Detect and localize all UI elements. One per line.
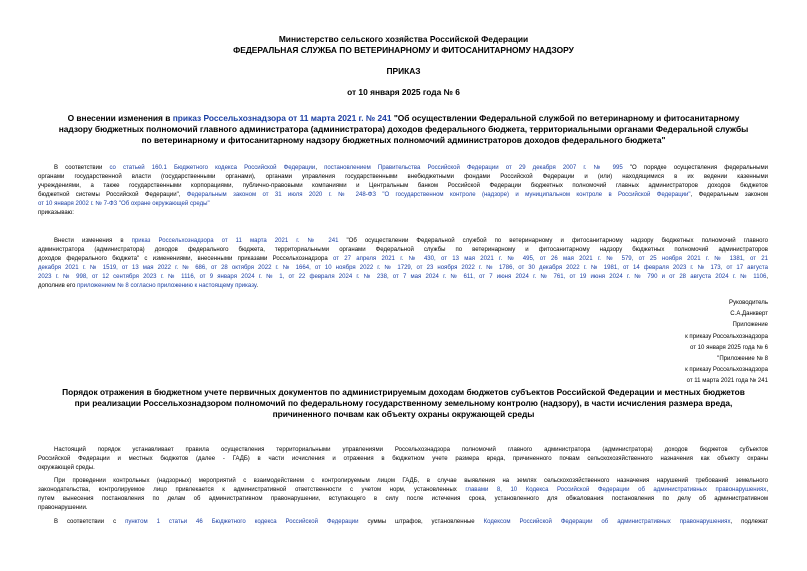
title-order-link[interactable]: приказ Россельхознадзора от 11 марта 2021 г. № 241 [172, 113, 392, 123]
order-title-line-3: по ветеринарному и фитосанитарному надзору бюджетных полномочий администраторов доходов федерального бюджета" [141, 135, 666, 145]
procedure-title-line-3: причиненного почвам как объекту охраны окружающей среды [272, 409, 535, 419]
amended-order-link[interactable]: приказ Россельхознадзора от 11 марта 2021 г. № 241 [131, 238, 339, 244]
budget-code-article-link[interactable]: со статьей 160.1 Бюджетного кодекса Российской Федерации [109, 165, 316, 171]
signature-name: С.А.Данкверт [730, 311, 768, 317]
procedure-title-line-2: при реализации Россельхознадзором полномочий по федеральному государственному земельному контролю (надзору), в части исчисления размера вреда, [74, 398, 733, 408]
appendix-ref-4: от 11 марта 2021 года № 241 [686, 378, 768, 384]
appendix-ref-1: к приказу Россельхознадзора [685, 334, 768, 340]
paragraph-3: В соответствии с пунктом 1 статьи 46 Бюджетного кодекса Российской Федерации суммы штрафов, установленные Кодексом Российской Федерации об административных правонарушениях, подлежат [54, 519, 768, 525]
appendix-ref-2: от 10 января 2025 года № 6 [690, 345, 768, 351]
preamble: В соответствии со статьей 160.1 Бюджетного кодекса Российской Федерации, постановлением Правительства Российской Федерации от 29 декабря 2007 г. № 995 "О порядке осуществления федеральными органами государственной власти (государственными органами), органами управления государственными внебюджетными фондами Российской Федерации и (или) находящимися в их ведении казенными учреждениями, а также государственными корпорациями, публично-правовыми компаниями и Центральным банком Российской Федерации бюджетных полномочий главных администраторов доходов бюджетов бюджетной системы Российской Федерации", Федеральным законом от 31 июля 2020 г. № 248-ФЗ "О государственном контроле (надзоре) и муниципальном контроле в Российской Федерации", Федеральным законом от 10 января 2002 г. № 7-ФЗ "Об охране окружающей среды" приказываю: [38, 165, 768, 217]
document-date: от 10 января 2025 года № 6 [347, 87, 460, 97]
budget-code-article-46-link[interactable]: пунктом 1 статьи 46 Бюджетного кодекса Российской Федерации [125, 519, 359, 525]
procedure-title-line-1: Порядок отражения в бюджетном учете первичных документов по администрируемым доходам бюджетов субъектов Российской Федерации и местных бюджетов [62, 387, 745, 397]
document-type: ПРИКАЗ [386, 66, 421, 76]
koap-chapters-link[interactable]: главами 8, 10 Кодекса Российской Федерации об административных правонарушениях [465, 487, 767, 494]
amending-orders-link-end[interactable]: 2023 г. № 998, от 12 сентября 2023 г. № 1116, от 9 января 2024 г. № 1, от 22 февраля 2024 г. № 238, от 7 мая 2024 г. № 611, от 7 июня 2024 г. № 761, от 19 июня 2024 г. № 790 и от 28 августа 2024 г. № 1106 [38, 274, 767, 281]
order-title-line-2: надзору бюджетных полномочий главного администратора (администратора) доходов федерального бюджета, территориальными органами Федеральной службы [58, 124, 749, 134]
koap-link[interactable]: Кодексом Российской Федерации об административных правонарушениях [483, 519, 731, 525]
signature-position: Руководитель [729, 300, 768, 306]
appendix-label-8: "Приложение № 8 [717, 356, 768, 362]
order-item: Внести изменения в приказ Россельхознадзора от 11 марта 2021 г. № 241 "Об осуществлении Федеральной службой по ветеринарному и фитосанитарному надзору бюджетных полномочий главного администратора (администратора) доходов федерального бюджета, территориальными органами Федеральной службы по ветеринарному и фитосанитарному надзору бюджетных полномочий администраторов доходов федерального бюджета" с изменениями, внесенными приказами Россельхознадзора от 27 апреля 2021 г. № 430, от 13 мая 2021 г. № 495, от 26 мая 2021 г. № 579, от 25 ноября 2021 г. № 1381, от 21 декабря 2021 г. № 1519, от 13 мая 2022 г. № 686, от 28 октября 2022 г. № 1664, от 10 ноября 2022 г. № 1729, от 23 ноября 2022 г. № 1786, от 30 декабря 2022 г. № 1981, от 14 февраля 2023 г. № 173, от 17 августа 2023 г. № 998, от 12 сентября 2023 г. № 1116, от 9 января 2024 г. № 1, от 22 февраля 2024 г. № 238, от 7 мая 2024 г. № 611, от 7 июня 2024 г. № 761, от 19 июня 2024 г. № 790 и от 28 августа 2024 г. № 1106, дополнив его приложением № 8 согласно приложению к настоящему приказу. [38, 238, 768, 290]
amending-orders-link[interactable]: от 27 апреля 2021 г. № 430, от 13 мая 2021 г. № 495, от 26 мая 2021 г. № 579, от 25 ноября 2021 г. № 1381, от 21 [332, 256, 768, 263]
appendix-ref-3: к приказу Россельхознадзора [685, 367, 768, 373]
federal-law-7-link[interactable]: от 10 января 2002 г. № 7-ФЗ "Об охране окружающей среды" [38, 201, 210, 208]
ministry-name: Министерство сельского хозяйства Российской Федерации [278, 34, 529, 44]
paragraph-2: При проведении контрольных (надзорных) мероприятий с взаимодействием с контролируемым лицом ГАДБ, в случае выявления на землях сельскохозяйственного назначения нарушений требований земельного законодательства, контролируемое лицо привлекается к административной ответственности с учетом норм, установленных главами 8, 10 Кодекса Российской Федерации об административных правонарушениях, путем вынесения постановления по делам об административном правонарушении, вступающего в силу после истечения срока, установленного для обжалования постановления по делу об административном правонарушении. [38, 478, 768, 512]
appendix-link[interactable]: приложением № 8 согласно приложению к настоящему приказу [77, 283, 257, 290]
federal-law-248-link[interactable]: Федеральным законом от 31 июля 2020 г. № 248-ФЗ "О государственном контроле (надзоре) и муниципальном контроле в Российской Федерации" [186, 192, 691, 199]
order-title-line-1: О внесении изменения в приказ Россельхознадзора от 11 марта 2021 г. № 241 "Об осуществлении Федеральной службой по ветеринарному и фитосанитарному [67, 113, 740, 123]
appendix-label: Приложение [732, 322, 768, 328]
service-name: ФЕДЕРАЛЬНАЯ СЛУЖБА ПО ВЕТЕРИНАРНОМУ И ФИТОСАНИТАРНОМУ НАДЗОРУ [233, 45, 574, 55]
amending-orders-link-cont[interactable]: декабря 2021 г. № 1519, от 13 мая 2022 г. № 686, от 28 октября 2022 г. № 1664, от 10 ноября 2022 г. № 1729, от 23 ноября 2022 г. № 1786, от 30 декабря 2022 г. № 1981, от 14 февраля 2023 г. № 173, от 17 августа [38, 265, 768, 272]
government-decree-link[interactable]: постановлением Правительства Российской Федерации от 29 декабря 2007 г. № 995 [324, 165, 623, 171]
paragraph-1: Настоящий порядок устанавливает правила осуществления территориальными управлениями Россельхознадзора полномочий главного администратора (администратора) доходов бюджетов субъектов Российской Федерации и местных бюджетов (далее - ГАДБ) в части исчисления и отражения в бюджетном учете размера вреда, причиненного почвам сельскохозяйственного назначения как объекту охраны окружающей среды. [38, 447, 768, 472]
